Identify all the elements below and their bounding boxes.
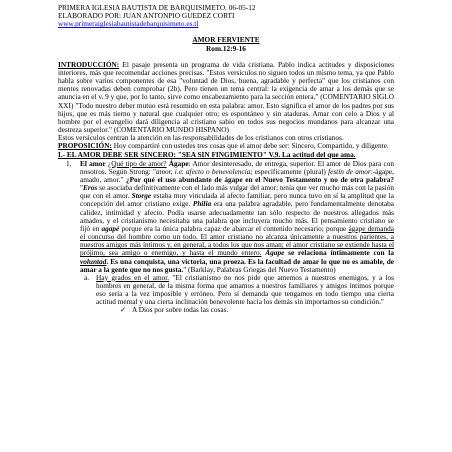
proposition-label: PROPOSICIÓN: — [58, 141, 112, 151]
item1-agape-3: Ágape — [265, 248, 285, 258]
title-main: AMOR FERVIENTE — [192, 35, 260, 45]
item1-text-c: :-ágape, amado, amor." — [80, 166, 394, 184]
proposition-text: Hoy compartiré con ustedes tres cosas que el amor debe ser: Sincero, Compartido, y diligente. — [111, 141, 389, 151]
item1-italic-b: festín de amor — [328, 166, 371, 176]
website-link[interactable]: www.primeraiglesiabautistadebarquisimeto.es.tl — [58, 19, 199, 29]
item1-storge: Storge — [131, 191, 152, 201]
sermon-title — [58, 36, 394, 52]
item1-text-j: . Es una conquista, una victoria, una proeza. Es la facultad de amar lo que no es amable, de amar a la gente que no nos gusta. — [80, 256, 394, 274]
bullet-item-1 — [120, 306, 394, 314]
item1-text-i: se relaciona íntimamente con la — [284, 248, 394, 258]
item1-text-a: : Amor desinteresado, de entrega, superior. El amor de Dios para con nosotros. Según Strong: " — [80, 158, 395, 176]
subitem-a-letter: a. — [84, 272, 90, 282]
item1-question: ¿Qué tipo de amor? — [107, 158, 167, 168]
list-item-1 — [58, 160, 394, 274]
item1-italic-a: amor, i.e. afecto o benevolencia — [156, 166, 251, 176]
item1-text-g: era una palabra agradable, pero fundamentalmente denotaba calidez, intimidad y afecto. Podía usarse adecuadamente tan sólo respecto de nuestros allegados más amados, y el cristianismo necesitaba una palabra que incluyera mucho más. El pensamiento cristiano se fijó en — [80, 199, 394, 233]
header-church-line: PRIMERA IGLESIA BAUTISTA DE BARQUISIMETO. 06-05-12 — [58, 3, 256, 12]
item1-eros: Eros — [82, 183, 98, 193]
header-author-line: ELABORADO POR: JUAN ANTONPIO GUEDEZ CORTI — [58, 11, 235, 21]
item1-text-f: estaba muy vinculada al afecto familiar, pero nunca tuvo en sí la amplitud que la concepción del amor cristiano exige. — [80, 191, 394, 209]
subitem-a-body — [96, 274, 394, 307]
item1-text-b: ; específicamente (plural) — [250, 166, 329, 176]
title-reference: Rom.12:9-16 — [206, 43, 246, 53]
list-item-1-body — [80, 160, 394, 274]
list-item-1-number: 1. — [66, 158, 72, 168]
header-website — [58, 20, 394, 28]
item1-text-h: porque era la única palabra capaz de abarcar el contenido necesario; porque — [119, 223, 349, 233]
item1-voluntad: voluntad — [80, 256, 107, 266]
checkmark-icon: ✓ — [120, 305, 127, 315]
item1-label: El amor — [80, 158, 106, 168]
introduction-text: El pasaje presenta un programa de vida cristiana. Pablo indica actitudes y disposiciones interiores, más que recomendar acciones precisas. "Estos versículos no siguen todos un mismo tema, ya que Pablo habla sobre varios componentes de esa "voluntad de Dios, buena, agradable y perfecta" que los cristianos con mentes renovadas deben comprobar (2b). Pero tienen un tema central: la exigencia de amar a los demás que se anuncia en el v. 9 y que, por lo tanto, sirve como encabezamiento para la sección entera." (COMENTARIO SIGLO XXI) "Todo nuestro deber mutuo está resumido en esta palabra: amor. Esto significa el amor de los padres por sus hijos, que es más tierno y natural que cualquier otro; es espontáneo y sin ataduras. Amar con celo a Dios y al hombre por el evangelio dará diligencia al cristiano sabio en todos sus negocios mundanos para alcanzar una destreza superior." (COMENTARIO MUNDO HISPANO) — [58, 59, 394, 135]
introduction-label: INTRODUCCIÓN: — [58, 59, 120, 69]
subitem-a-label: Hay grados en el amor. — [96, 272, 170, 282]
item1-philia: Philia — [192, 199, 212, 209]
bullet-item-1-text: A Dios por sobre todas las cosas. — [132, 305, 229, 315]
item1-question-2: ¿Por qué el uso abundante de ágape en el Nuevo Testamento y no de otra palabra? — [125, 174, 394, 184]
item1-agape-2: agapé — [101, 223, 120, 233]
item1-text-e: se asociaba definitivamente con el lado más vulgar del amor; tenía que ver mucho más con la pasión que con el amor. — [80, 183, 394, 201]
section-1-heading: I.- EL AMOR DEBE SER SINCERO: "SEA SIN FINGIMIENTO" V.9. La actitud del que ama. — [58, 149, 356, 159]
list-subitem-a — [80, 274, 394, 307]
item1-underlined: ágape demanda el concurso del hombre como un todo. El amor cristiano no alcanza únicamente a nuestros parientes, a nuestros amigos más íntimos y, en general, a todos los que nos aman; el amor cristiano se extiende hasta el prójimo, sea amigo o enemigo, y hasta el mundo entero. — [80, 223, 394, 258]
item1-text-d: " — [80, 183, 83, 193]
introduction-paragraph-2: Estos versículos centran la atención en las responsabilidades de los cristianos con otros cristianos. — [58, 133, 344, 143]
introduction-paragraph — [58, 61, 394, 134]
item1-agape: Ágape — [168, 158, 189, 168]
subitem-a-text: "El cristianismo no nos pide que amemos a nuestros enemigos, y a los hombres en general, de la misma forma que amamos a nuestros familiares y amigos íntimos porque eso sería a la vez imposible y erróneo. Pero sí demanda que tengamos en todo tiempo una cierta actitud mental y una cierta inclinación benevolente hacia los demás sin importarnos su condición." — [96, 272, 394, 307]
item1-citation: " (Barklay, Palabras Griegas del Nuevo Testamento) — [183, 264, 336, 274]
